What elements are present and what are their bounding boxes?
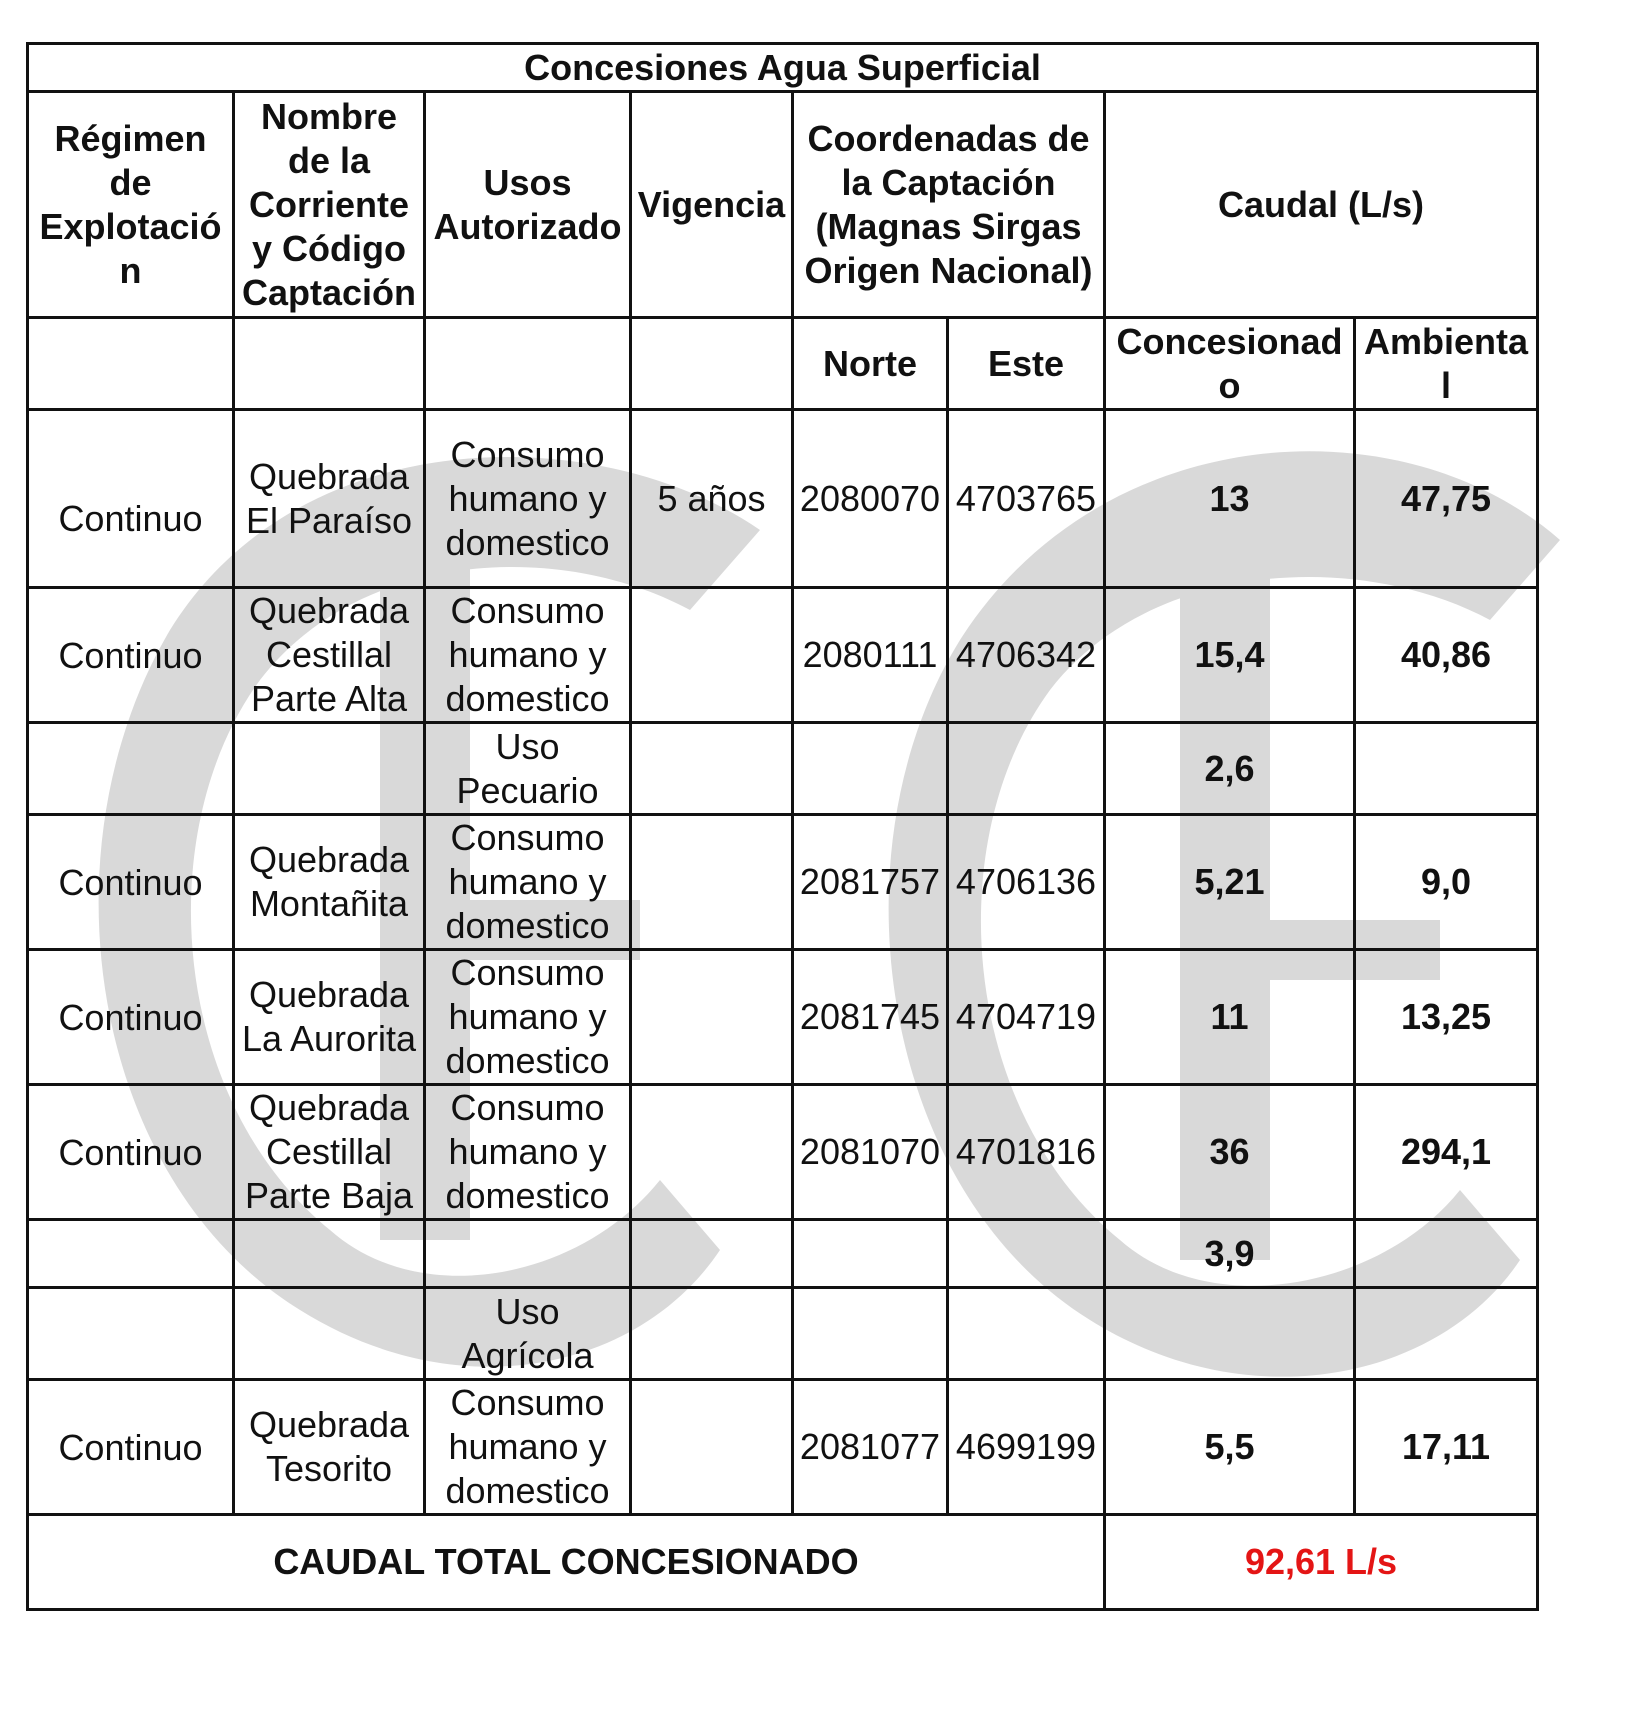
subheader-empty [425, 318, 631, 410]
cell-este: 4703765 [948, 410, 1105, 588]
subheader-empty [234, 318, 425, 410]
cell-nombre: Quebrada La Aurorita [234, 950, 425, 1085]
total-row [28, 1515, 1538, 1610]
header-regimen: Régimen de Explotació n [28, 92, 234, 318]
cell-nombre [234, 1288, 425, 1380]
header-ambiental: Ambienta l [1355, 318, 1538, 410]
cell-norte: 2081757 [793, 815, 948, 950]
cell-vigencia [631, 588, 793, 723]
cell-regimen: Continuo [28, 588, 234, 723]
cell-este: 4701816 [948, 1085, 1105, 1220]
cell-norte [793, 1288, 948, 1380]
cell-este: 4699199 [948, 1380, 1105, 1515]
cell-concesionado: 5,5 [1105, 1380, 1355, 1515]
table-title: Concesiones Agua Superficial [28, 44, 1538, 92]
subheader-empty [631, 318, 793, 410]
cell-vigencia: 5 años [631, 410, 793, 588]
cell-norte: 2080111 [793, 588, 948, 723]
cell-nombre: Quebrada Cestillal Parte Alta [234, 588, 425, 723]
cell-usos: Consumo humano y domestico [425, 950, 631, 1085]
cell-regimen: Continuo [28, 950, 234, 1085]
header-caudal: Caudal (L/s) [1105, 92, 1538, 318]
header-vigencia: Vigencia [631, 92, 793, 318]
cell-este: 4704719 [948, 950, 1105, 1085]
cell-usos: Consumo humano y domestico [425, 1380, 631, 1515]
cell-este [948, 1220, 1105, 1288]
cell-vigencia [631, 1085, 793, 1220]
cell-regimen: Continuo [28, 410, 234, 588]
cell-norte: 2080070 [793, 410, 948, 588]
cell-usos: Uso Pecuario [425, 723, 631, 815]
cell-concesionado: 5,21 [1105, 815, 1355, 950]
cell-regimen: Continuo [28, 1085, 234, 1220]
cell-nombre [234, 1220, 425, 1288]
cell-norte: 2081077 [793, 1380, 948, 1515]
cell-usos [425, 1220, 631, 1288]
table-row [28, 723, 1538, 815]
cell-concesionado: 36 [1105, 1085, 1355, 1220]
cell-vigencia [631, 1220, 793, 1288]
cell-este [948, 723, 1105, 815]
header-nombre: Nombre de la Corriente y Código Captación [234, 92, 425, 318]
cell-este [948, 1288, 1105, 1380]
cell-ambiental: 9,0 [1355, 815, 1538, 950]
cell-nombre: Quebrada El Paraíso [234, 410, 425, 588]
cell-concesionado: 11 [1105, 950, 1355, 1085]
table-row [28, 1380, 1538, 1515]
header-coordenadas: Coordenadas de la Captación (Magnas Sirgas Origen Nacional) [793, 92, 1105, 318]
cell-ambiental: 294,1 [1355, 1085, 1538, 1220]
cell-norte [793, 723, 948, 815]
cell-concesionado: 13 [1105, 410, 1355, 588]
cell-regimen [28, 1220, 234, 1288]
cell-norte: 2081070 [793, 1085, 948, 1220]
cell-regimen: Continuo [28, 815, 234, 950]
cell-norte: 2081745 [793, 950, 948, 1085]
cell-ambiental: 40,86 [1355, 588, 1538, 723]
header-usos: Usos Autorizado [425, 92, 631, 318]
cell-ambiental: 47,75 [1355, 410, 1538, 588]
cell-concesionado [1105, 1288, 1355, 1380]
table-row [28, 588, 1538, 723]
table-row [28, 410, 1538, 588]
cell-vigencia [631, 815, 793, 950]
table-row [28, 815, 1538, 950]
cell-ambiental [1355, 1220, 1538, 1288]
table-row [28, 1288, 1538, 1380]
cell-usos: Consumo humano y domestico [425, 1085, 631, 1220]
cell-vigencia [631, 1380, 793, 1515]
table-row [28, 1220, 1538, 1288]
total-label: CAUDAL TOTAL CONCESIONADO [28, 1515, 1105, 1610]
cell-nombre: Quebrada Tesorito [234, 1380, 425, 1515]
total-value: 92,61 L/s [1105, 1515, 1538, 1610]
cell-regimen: Continuo [28, 1380, 234, 1515]
subheader-empty [28, 318, 234, 410]
cell-norte [793, 1220, 948, 1288]
cell-ambiental [1355, 1288, 1538, 1380]
cell-vigencia [631, 1288, 793, 1380]
header-este: Este [948, 318, 1105, 410]
cell-vigencia [631, 723, 793, 815]
cell-concesionado: 15,4 [1105, 588, 1355, 723]
cell-vigencia [631, 950, 793, 1085]
cell-ambiental: 13,25 [1355, 950, 1538, 1085]
cell-usos: Consumo humano y domestico [425, 410, 631, 588]
cell-nombre: Quebrada Cestillal Parte Baja [234, 1085, 425, 1220]
cell-regimen [28, 1288, 234, 1380]
header-concesionado: Concesionad o [1105, 318, 1355, 410]
table-row [28, 1085, 1538, 1220]
cell-usos: Uso Agrícola [425, 1288, 631, 1380]
cell-concesionado: 2,6 [1105, 723, 1355, 815]
cell-ambiental [1355, 723, 1538, 815]
cell-usos: Consumo humano y domestico [425, 815, 631, 950]
cell-este: 4706136 [948, 815, 1105, 950]
concessions-table [26, 42, 1539, 1611]
cell-regimen [28, 723, 234, 815]
cell-concesionado: 3,9 [1105, 1220, 1355, 1288]
cell-ambiental: 17,11 [1355, 1380, 1538, 1515]
header-norte: Norte [793, 318, 948, 410]
cell-nombre [234, 723, 425, 815]
table-row [28, 950, 1538, 1085]
cell-este: 4706342 [948, 588, 1105, 723]
cell-usos: Consumo humano y domestico [425, 588, 631, 723]
cell-nombre: Quebrada Montañita [234, 815, 425, 950]
